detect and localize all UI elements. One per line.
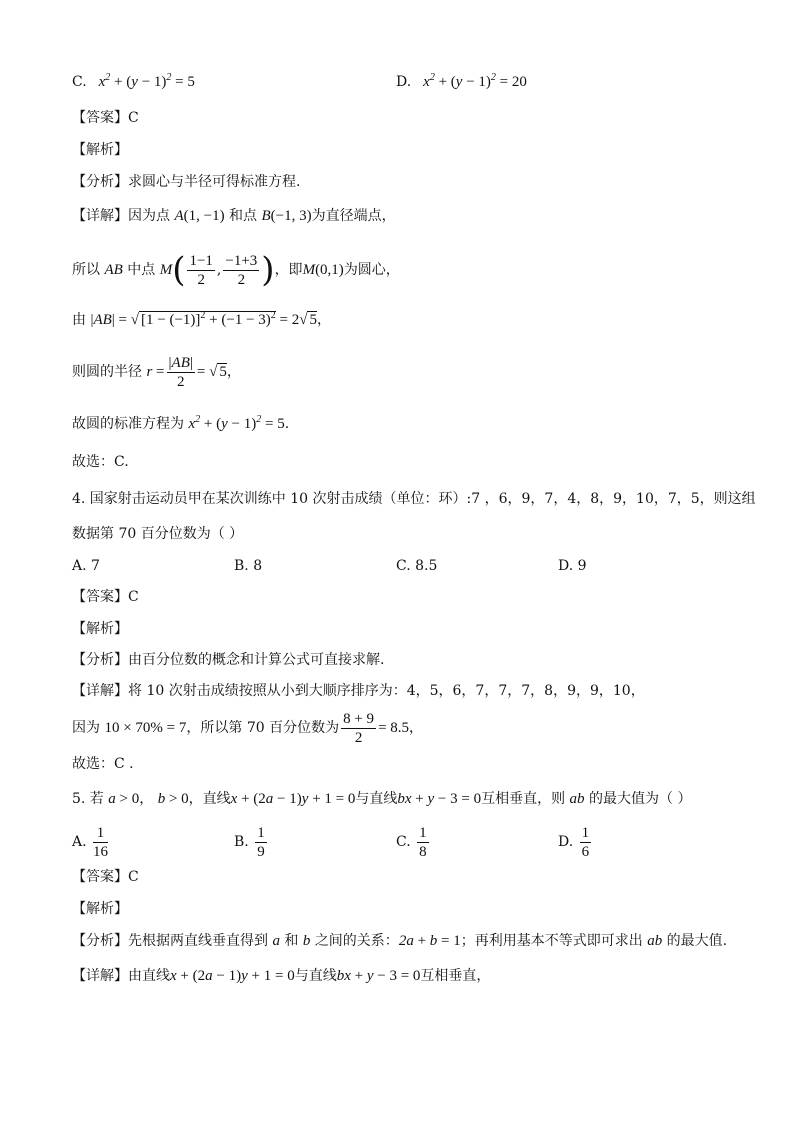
q4-fenxi: 【分析】由百分位数的概念和计算公式可直接求解. bbox=[72, 652, 385, 668]
option-c-row bbox=[72, 72, 195, 92]
q5-fenxi: 【分析】先根据两直线垂直得到 a 和 b 之间的关系：2a + b = 1；再利用基本不等式即可求出 ab 的最大值. bbox=[72, 933, 728, 949]
prev-xiangjie-4: 则圆的半径 r = $\frac{|AB|}{2}$ = √ 5， bbox=[72, 354, 241, 390]
q4-option-d: D. 9 bbox=[558, 558, 587, 574]
option-c-equation: $x^2 + (y - 1)^2 = 5$ bbox=[91, 72, 195, 90]
prev-answer: 【答案】C bbox=[72, 110, 139, 126]
q5-answer: 【答案】C bbox=[72, 869, 139, 885]
q5-xiangjie-1: 【详解】由直线x + (2a − 1)y + 1 = 0与直线bx + y − 3 = 0互相垂直， bbox=[72, 968, 491, 984]
q4-choose: 故选：C . bbox=[72, 756, 134, 772]
prev-xiangjie-5: 故圆的标准方程为 $x^2 + (y - 1)^2 = 5$. bbox=[72, 414, 290, 432]
option-c-label: C. bbox=[72, 74, 87, 90]
prev-xiangjie-1: 【详解】因为点 A(1, −1) 和点 B(−1, 3)为直径端点， bbox=[72, 208, 396, 224]
prev-xiangjie-3: 由 |AB| = √ $[1 - (-1)]^2 + (-1 - 3)^2 = 2√$ 5， bbox=[72, 310, 331, 328]
option-d-row bbox=[396, 72, 527, 92]
prev-fenxi: 【分析】求圆心与半径可得标准方程. bbox=[72, 174, 301, 190]
q5-option-a: A. $\frac{1}{16}$ bbox=[72, 824, 109, 860]
q5-option-b: B. $\frac{1}{9}$ bbox=[234, 824, 265, 860]
option-d-equation: $x^2 + (y - 1)^2 = 20$ bbox=[415, 72, 527, 90]
q5-jiexi: 【解析】 bbox=[72, 901, 128, 917]
q5-stem: 5. 若 a > 0， b > 0，直线x + (2a − 1)y + 1 = 0与直线bx + y − 3 = 0互相垂直，则 ab 的最大值为（ ） bbox=[72, 791, 692, 807]
option-d-label: D. bbox=[396, 74, 412, 90]
q4-option-a: A. 7 bbox=[72, 558, 100, 574]
q4-stem-line-2: 数据第 70 百分位数为（ ） bbox=[72, 526, 244, 542]
prev-xiangjie-2: 所以 AB 中点 M( $\frac{1-1}{2}$ , $\frac{-1+3}{2}$ )，即M(0,1)为圆心， bbox=[72, 250, 400, 290]
prev-choose: 故选：C. bbox=[72, 454, 129, 470]
q4-jiexi: 【解析】 bbox=[72, 621, 128, 637]
q4-option-c: C. 8.5 bbox=[396, 558, 438, 574]
q4-answer: 【答案】C bbox=[72, 589, 139, 605]
q5-option-c: C. $\frac{1}{8}$ bbox=[396, 824, 427, 860]
q4-xiangjie-1: 【详解】将 10 次射击成绩按照从小到大顺序排序为：4，5，6，7，7，7，8，9，9，10， bbox=[72, 683, 645, 699]
q5-option-d: D. $\frac{1}{6}$ bbox=[558, 824, 590, 860]
q4-option-b: B. 8 bbox=[234, 558, 263, 574]
prev-jiexi: 【解析】 bbox=[72, 142, 128, 158]
q4-xiangjie-2: 因为 10 × 70% = 7，所以第 70 百分位数为 $\frac{8 + 9}{2}$ = 8.5， bbox=[72, 710, 424, 746]
q4-stem-line-1: 4. 国家射击运动员甲在某次训练中 10 次射击成绩（单位：环）:7 ，6，9，7，4，8，9，10，7，5，则这组 bbox=[72, 491, 756, 507]
